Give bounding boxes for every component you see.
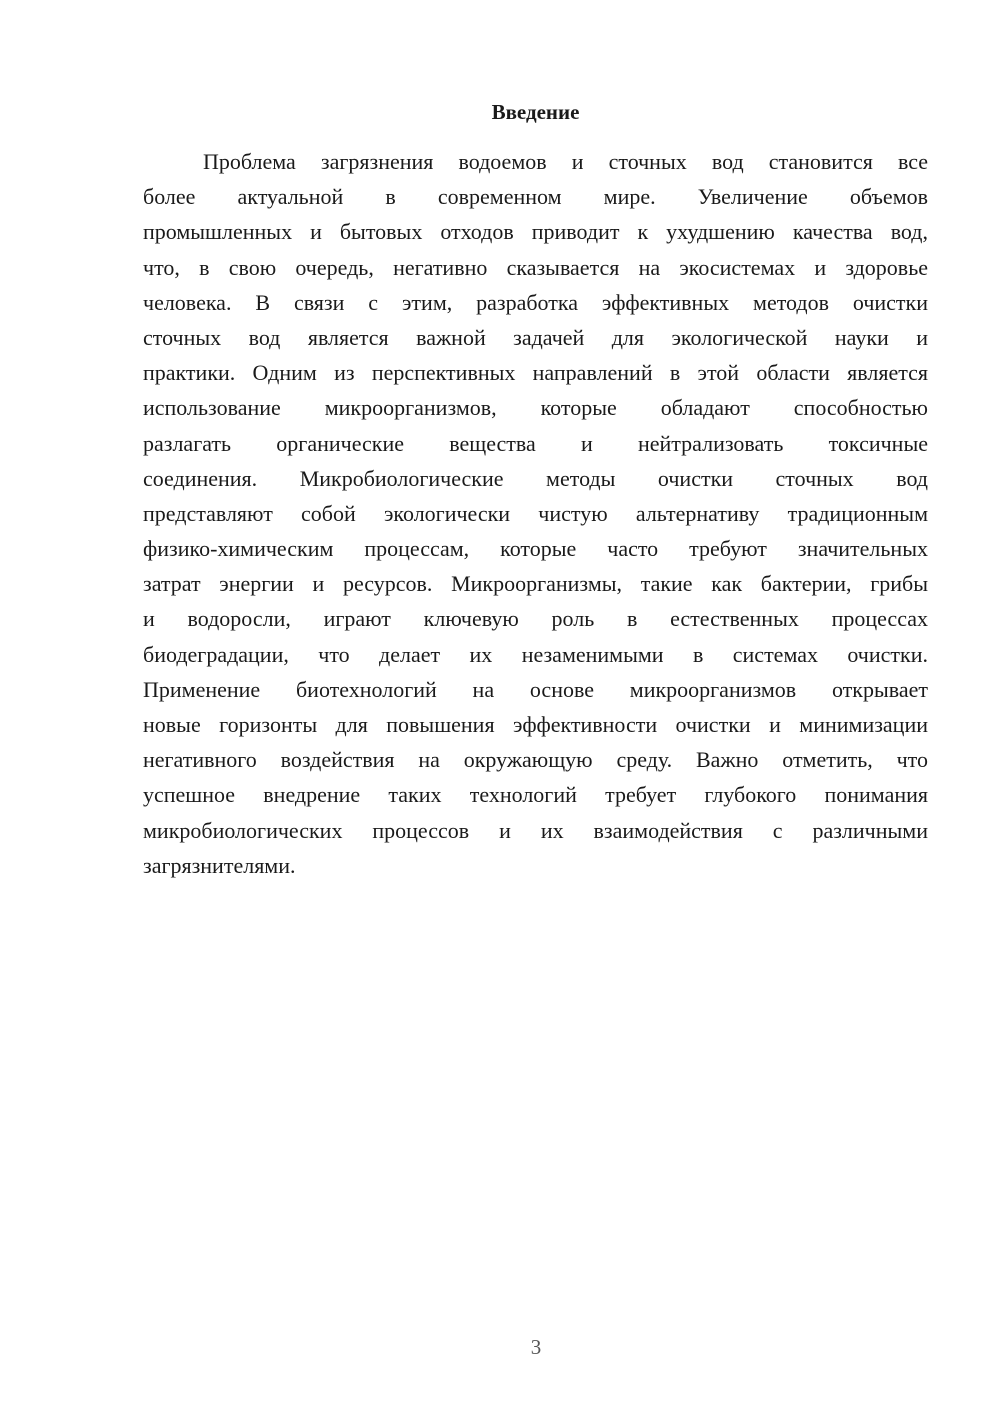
page-number: 3 (530, 1335, 542, 1359)
paragraph-line: негативного воздействия на окружающую среду. Важно отметить, что (143, 747, 928, 773)
paragraph-line: представляют собой экологически чистую альтернативу традиционным (143, 500, 928, 526)
paragraph-line: что, в свою очередь, негативно сказывается на экосистемах и здоровье (143, 254, 928, 280)
paragraph-line: затрат энергии и ресурсов. Микроорганизмы, такие как бактерии, грибы (143, 571, 928, 597)
section-heading: Введение (491, 100, 580, 124)
paragraph-line: новые горизонты для повышения эффективности очистки и минимизации (143, 712, 928, 737)
paragraph-line: соединения. Микробиологические методы очистки сточных вод (143, 465, 928, 491)
paragraph-line: разлагать органические вещества и нейтрализовать токсичные (143, 430, 928, 456)
paragraph-line: физико-химическим процессам, которые часто требуют значительных (143, 536, 928, 562)
paragraph-line: человека. В связи с этим, разработка эффективных методов очистки (143, 289, 928, 315)
paragraph-line: биодеградации, что делает их незаменимыми в системах очистки. (143, 641, 928, 667)
paragraph-line: промышленных и бытовых отходов приводит к ухудшению качества вод, (143, 219, 928, 245)
paragraph-line: сточных вод является важной задачей для экологической науки и (143, 324, 928, 350)
paragraph-line: и водоросли, играют ключевую роль в естественных процессах (143, 606, 928, 632)
paragraph-line: практики. Одним из перспективных направлений в этой области является (143, 360, 928, 386)
paragraph-line: успешное внедрение таких технологий требует глубокого понимания (143, 782, 928, 808)
paragraph-line: загрязнителями. (143, 852, 296, 878)
paragraph-line: использование микроорганизмов, которые обладают способностью (143, 395, 928, 421)
paragraph-line: более актуальной в современном мире. Увеличение объемов (143, 184, 928, 210)
paragraph-line: Применение биотехнологий на основе микроорганизмов открывает (143, 676, 928, 702)
body-paragraph (143, 144, 928, 883)
paragraph-line: Проблема загрязнения водоемов и сточных вод становится все (203, 149, 928, 174)
paragraph-line: микробиологических процессов и их взаимодействия с различными (143, 817, 928, 843)
